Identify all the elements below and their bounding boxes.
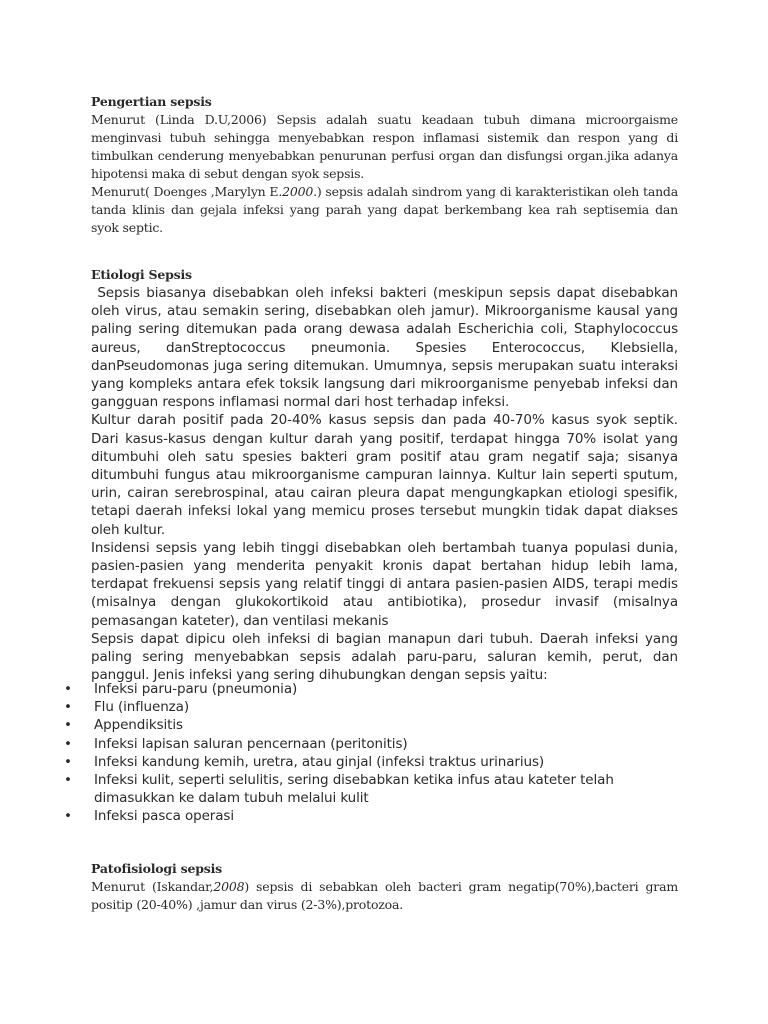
definition-2-body: .) sepsis adalah sindrom yang di karakteristikan oleh tanda tanda klinis dan gejala infeksi yang parah yang dapat berkembang kea rah septisemia dan syok septic. xyxy=(91,184,678,235)
list-item-text: Infeksi lapisan saluran pencernaan (peritonitis) xyxy=(94,735,408,752)
paragraph-definition-1: Menurut (Linda D.U,2006) Sepsis adalah suatu keadaan tubuh dimana microorgaisme menginvasi tubuh sehingga menyebabkan respon inflamasi sistemik dan respon yang di timbulkan cenderung menyebabkan penurunan perfusi organ dan disfungsi organ.jika adanya hipotensi maka di sebut dengan syok sepsis. xyxy=(91,112,678,181)
list-item xyxy=(64,807,684,825)
paragraph-etiologi-2: Kultur darah positif pada 20-40% kasus sepsis dan pada 40-70% kasus syok septik. Dari kasus-kasus dengan kultur darah yang positif, terdapat hingga 70% isolat yang ditumbuhi oleh satu spesies bakteri gram positif atau gram negatif saja; sisanya ditumbuhi fungus atau mikroorganisme campuran lainnya. Kultur lain seperti sputum, urin, cairan serebrospinal, atau cairan pleura dapat mengungkapkan etiologi spesifik, tetapi daerah infeksi lokal yang memicu proses tersebut mungkin tidak dapat diakses oleh kultur. xyxy=(91,412,678,538)
list-item xyxy=(64,735,684,753)
paragraph-etiologi-1 xyxy=(91,284,678,411)
heading-etiologi: Etiologi Sepsis xyxy=(91,267,192,282)
paragraph-definition-2 xyxy=(91,183,678,237)
bullet-icon: • xyxy=(64,735,72,752)
patofisiologi-year: 2008 xyxy=(213,879,245,894)
list-item-text: Appendiksitis xyxy=(94,717,183,734)
list-item xyxy=(64,771,684,807)
bullet-icon: • xyxy=(64,699,72,716)
list-item-text: Infeksi kulit, seperti selulitis, sering disebabkan ketika infus atau kateter telah dimasukkan ke dalam tubuh melalui kulit xyxy=(94,772,614,807)
heading-patofisiologi: Patofisiologi sepsis xyxy=(91,861,223,876)
bullet-icon: • xyxy=(64,681,72,697)
list-item xyxy=(64,698,684,716)
definition-2-year: 2000 xyxy=(282,184,314,199)
bullet-icon: • xyxy=(64,772,72,789)
paragraph-etiologi-3: Insidensi sepsis yang lebih tinggi disebabkan oleh bertambah tuanya populasi dunia, pasien-pasien yang menderita penyakit kronis dapat bertahan hidup lebih lama, terdapat frekuensi sepsis yang relatif tinggi di antara pasien-pasien AIDS, terapi medis (misalnya dengan glukokortikoid atau antibiotika), prosedur invasif (misalnya pemasangan kateter), dan ventilasi mekanis xyxy=(91,539,678,629)
list-item-text: Infeksi kandung kemih, uretra, atau ginjal (infeksi traktus urinarius) xyxy=(94,753,545,770)
definition-2-lead: Menurut( Doenges ,Marylyn E. xyxy=(91,184,283,199)
section-patofisiologi xyxy=(91,860,678,914)
list-item xyxy=(64,716,684,734)
list-item xyxy=(64,680,684,698)
bullet-icon: • xyxy=(64,808,72,825)
bullet-icon: • xyxy=(64,753,72,770)
section-etiologi-body xyxy=(91,284,678,684)
paragraph-patofisiologi-1 xyxy=(91,878,678,914)
bullet-icon: • xyxy=(64,717,72,734)
patofisiologi-lead: Menurut (Iskandar, xyxy=(91,879,214,894)
list-item-text: Infeksi pasca operasi xyxy=(94,808,234,825)
infection-types-list xyxy=(64,680,684,826)
section-pengertian xyxy=(91,93,678,237)
list-item-text: Infeksi paru-paru (pneumonia) xyxy=(94,681,298,697)
list-item xyxy=(64,753,684,771)
heading-pengertian: Pengertian sepsis xyxy=(91,94,212,109)
section-etiologi-heading xyxy=(91,266,678,284)
list-item-text: Flu (influenza) xyxy=(94,699,189,716)
paragraph-etiologi-4: Sepsis dapat dipicu oleh infeksi di bagian manapun dari tubuh. Daerah infeksi yang paling sering menyebabkan sepsis adalah paru-paru, saluran kemih, perut, dan panggul. Jenis infeksi yang sering dihubungkan dengan sepsis yaitu: xyxy=(91,630,678,684)
patofisiologi-body: ) sepsis di sebabkan oleh bacteri gram negatip(70%),bacteri gram positip (20-40%) ,jamur dan virus (2-3%),protozoa. xyxy=(91,879,678,912)
etiologi-1-text: Sepsis biasanya disebabkan oleh infeksi bakteri (meskipun sepsis dapat disebabkan oleh virus, atau semakin sering, disebabkan oleh jamur). Mikroorganisme kausal yang paling sering ditemukan pada orang dewasa adalah Escherichia coli, Staphylococcus aureus, danStreptococcus pneumonia. Spesies Enterococcus, Klebsiella, danPseudomonas juga sering ditemukan. Umumnya, sepsis merupakan suatu interaksi yang kompleks antara efek toksik langsung dari mikroorganisme penyebab infeksi dan gangguan respons inflamasi normal dari host terhadap infeksi. xyxy=(91,285,678,411)
